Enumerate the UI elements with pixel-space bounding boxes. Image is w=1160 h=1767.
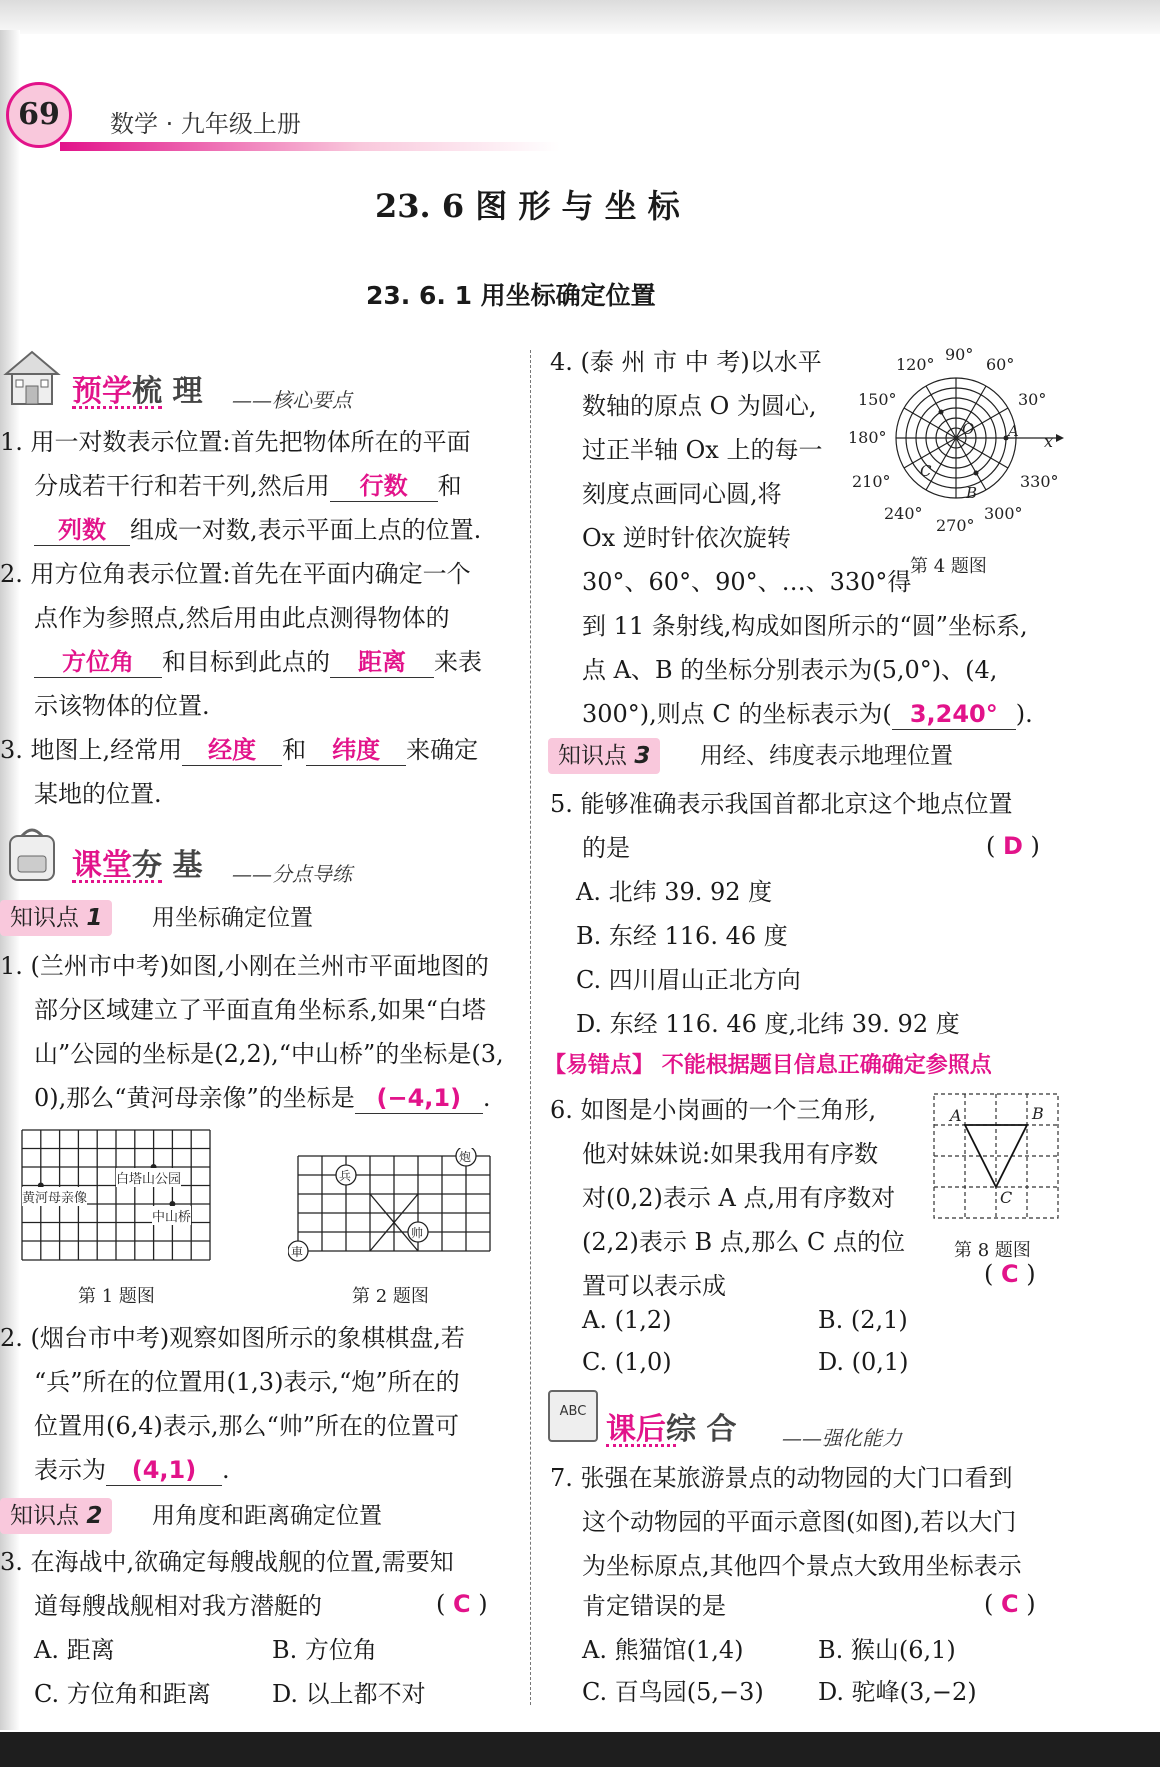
top-shadow bbox=[0, 0, 1160, 34]
question-5-option-c: C. 四川眉山正北方向 bbox=[576, 966, 801, 994]
figure-1-caption: 第 1 题图 bbox=[78, 1286, 155, 1307]
question-6-line-1: 6. 如图是小岗画的一个三角形, bbox=[550, 1096, 877, 1124]
title-dots bbox=[606, 1444, 676, 1447]
error-note: 【易错点】 不能根据题目信息正确确定参照点 bbox=[544, 1053, 992, 1078]
map-label-zhongshanqiao: 中山桥 bbox=[152, 1206, 191, 1225]
answer-blank: 方位角 bbox=[34, 647, 162, 678]
section-classroom-subtitle: ——分点导练 bbox=[232, 862, 352, 886]
polar-angle-330: 330° bbox=[1020, 472, 1059, 491]
figure-8-caption: 第 8 题图 bbox=[954, 1240, 1031, 1261]
figure-4-caption: 第 4 题图 bbox=[910, 556, 987, 577]
answer-blank: 3,240° bbox=[892, 699, 1016, 730]
question-1-line-3: 山”公园的坐标是(2,2),“中山桥”的坐标是(3, bbox=[34, 1040, 504, 1068]
bottom-bar bbox=[0, 1732, 1160, 1767]
question-4-line-2: 数轴的原点 O 为圆心, bbox=[582, 392, 817, 420]
answer-blank: 经度 bbox=[182, 735, 282, 766]
question-6-option-b: B. (2,1) bbox=[818, 1306, 908, 1334]
question-6-line-5: 置可以表示成 bbox=[582, 1272, 726, 1300]
preview-item-2-line-2: 点作为参照点,然后用由此点测得物体的 bbox=[34, 604, 450, 632]
question-7-option-d: D. 驼峰(3,−2) bbox=[818, 1678, 977, 1706]
knowledge-point-title: 用经、纬度表示地理位置 bbox=[700, 743, 953, 769]
question-5-line-2: 的是 bbox=[582, 834, 630, 862]
column-divider bbox=[530, 350, 531, 1705]
abc-book-icon: ABC bbox=[548, 1390, 598, 1442]
polar-point-c: C bbox=[920, 462, 932, 480]
polar-angle-210: 210° bbox=[852, 472, 891, 491]
question-2-line-2: “兵”所在的位置用(1,3)表示,“炮”所在的 bbox=[34, 1368, 460, 1396]
preview-item-1-line-1: 1. 用一对数表示位置:首先把物体所在的平面 bbox=[0, 428, 471, 456]
section-preview-title: 预学梳 理 bbox=[72, 374, 203, 409]
question-7-line-4: 肯定错误的是 bbox=[582, 1592, 726, 1620]
polar-x-label: x bbox=[1044, 432, 1054, 451]
title-dots bbox=[72, 880, 162, 883]
question-4-line-6: 30°、60°、90°、…、330°得 bbox=[582, 568, 912, 596]
polar-angle-60: 60° bbox=[986, 355, 1015, 374]
polar-point-o: O bbox=[962, 420, 975, 438]
question-3-option-b: B. 方位角 bbox=[272, 1636, 377, 1664]
question-2-line-4: 表示为 (4,1) . bbox=[34, 1456, 230, 1484]
header-band bbox=[60, 142, 560, 151]
answer-blank: 距离 bbox=[330, 647, 434, 678]
polar-point-a: A bbox=[1008, 422, 1019, 440]
preview-item-1-line-3: 列数 组成一对数,表示平面上点的位置. bbox=[34, 514, 481, 546]
question-4-line-4: 刻度点画同心圆,将 bbox=[582, 480, 782, 508]
question-6-line-2: 他对妹妹说:如果我用有序数 bbox=[582, 1140, 879, 1168]
figure-2-caption: 第 2 题图 bbox=[352, 1286, 429, 1307]
question-5-option-d: D. 东经 116. 46 度,北纬 39. 92 度 bbox=[576, 1010, 960, 1038]
polar-point-b: B bbox=[966, 484, 978, 502]
question-7-option-c: C. 百鸟园(5,−3) bbox=[582, 1678, 764, 1706]
triangle-point-c: C bbox=[1000, 1188, 1013, 1207]
answer-blank: 行数 bbox=[330, 471, 438, 502]
question-3-line-1: 3. 在海战中,欲确定每艘战舰的位置,需要知 bbox=[0, 1548, 454, 1576]
question-5-answer: ( D ) bbox=[986, 832, 1040, 860]
question-3-line-2: 道每艘战舰相对我方潜艇的 bbox=[34, 1592, 322, 1620]
knowledge-point-badge: 知识点 1 bbox=[0, 900, 112, 936]
question-1-line-4: 0),那么“黄河母亲像”的坐标是 (−4,1) . bbox=[34, 1084, 491, 1112]
question-7-answer: ( C ) bbox=[984, 1590, 1036, 1618]
triangle-point-a: A bbox=[950, 1106, 962, 1125]
question-4-line-8: 点 A、B 的坐标分别表示为(5,0°)、(4, bbox=[582, 656, 998, 684]
answer-blank: (4,1) bbox=[106, 1455, 222, 1486]
question-1-line-1: 1. (兰州市中考)如图,小刚在兰州市平面地图的 bbox=[0, 952, 489, 980]
question-5-option-a: A. 北纬 39. 92 度 bbox=[576, 878, 773, 906]
question-6-line-4: (2,2)表示 B 点,那么 C 点的位 bbox=[582, 1228, 906, 1256]
polar-angle-90: 90° bbox=[945, 345, 974, 364]
preview-item-3-line-1: 3. 地图上,经常用 经度 和 纬度 来确定 bbox=[0, 736, 479, 764]
chess-piece-shuai: 帅 bbox=[411, 1226, 424, 1240]
question-7-line-1: 7. 张强在某旅游景点的动物园的大门口看到 bbox=[550, 1464, 1013, 1492]
question-4-line-9: 300°),则点 C 的坐标表示为( 3,240° ). bbox=[582, 700, 1033, 728]
schoolbag-icon bbox=[2, 822, 62, 884]
section-subtitle: 23. 6. 1 用坐标确定位置 bbox=[366, 281, 656, 310]
section-classroom-title: 课堂夯 基 bbox=[72, 848, 203, 883]
question-7-line-3: 为坐标原点,其他四个景点大致用坐标表示 bbox=[582, 1552, 1022, 1580]
question-6-line-3: 对(0,2)表示 A 点,用有序数对 bbox=[582, 1184, 896, 1212]
book-title: 数学 · 九年级上册 bbox=[110, 110, 301, 138]
chapter-title: 23. 6 图 形 与 坐 标 bbox=[375, 187, 680, 225]
page-number: 69 bbox=[6, 82, 72, 148]
chess-piece-bing: 兵 bbox=[339, 1169, 352, 1183]
question-4-line-5: Ox 逆时针依次旋转 bbox=[582, 524, 791, 552]
knowledge-point-badge: 知识点 2 bbox=[0, 1498, 112, 1534]
polar-angle-180: 180° bbox=[848, 428, 887, 447]
chess-piece-pao: 炮 bbox=[459, 1150, 472, 1164]
title-dots bbox=[72, 406, 162, 409]
question-7-option-b: B. 猴山(6,1) bbox=[818, 1636, 956, 1664]
question-7-line-2: 这个动物园的平面示意图(如图),若以大门 bbox=[582, 1508, 1017, 1536]
polar-angle-240: 240° bbox=[884, 504, 923, 523]
preview-item-1-line-2: 分成若干行和若干列,然后用 行数 和 bbox=[34, 472, 462, 500]
question-4-line-1: 4. (泰 州 市 中 考)以水平 bbox=[550, 348, 822, 376]
question-2-line-3: 位置用(6,4)表示,那么“帅”所在的位置可 bbox=[34, 1412, 460, 1440]
knowledge-point-title: 用坐标确定位置 bbox=[152, 905, 313, 931]
question-6-answer: ( C ) bbox=[984, 1260, 1036, 1288]
answer-blank: 纬度 bbox=[306, 735, 406, 766]
map-label-baitashan: 白塔山公园 bbox=[116, 1168, 181, 1187]
question-5-line-1: 5. 能够准确表示我国首都北京这个地点位置 bbox=[550, 790, 1013, 818]
polar-angle-120: 120° bbox=[896, 355, 935, 374]
question-3-answer: ( C ) bbox=[436, 1590, 488, 1618]
question-4-line-7: 到 11 条射线,构成如图所示的“圆”坐标系, bbox=[582, 612, 1028, 640]
preview-item-2-line-1: 2. 用方位角表示位置:首先在平面内确定一个 bbox=[0, 560, 471, 588]
chess-piece-ju: 車 bbox=[291, 1245, 304, 1259]
question-6-option-c: C. (1,0) bbox=[582, 1348, 672, 1376]
knowledge-point-badge: 知识点 3 bbox=[548, 738, 660, 774]
question-4-line-3: 过正半轴 Ox 上的每一 bbox=[582, 436, 823, 464]
triangle-point-b: B bbox=[1032, 1104, 1044, 1123]
polar-angle-150: 150° bbox=[858, 390, 897, 409]
polar-angle-30: 30° bbox=[1018, 390, 1047, 409]
question-6-option-a: A. (1,2) bbox=[582, 1306, 672, 1334]
section-after-subtitle: ——强化能力 bbox=[782, 1426, 902, 1450]
house-icon bbox=[2, 348, 62, 410]
question-2-line-1: 2. (烟台市中考)观察如图所示的象棋棋盘,若 bbox=[0, 1324, 465, 1352]
question-7-option-a: A. 熊猫馆(1,4) bbox=[582, 1636, 744, 1664]
map-label-huanghe: 黄河母亲像 bbox=[22, 1187, 87, 1206]
polar-angle-270: 270° bbox=[936, 516, 975, 535]
answer-blank: 列数 bbox=[34, 515, 130, 546]
question-5-option-b: B. 东经 116. 46 度 bbox=[576, 922, 788, 950]
question-3-option-c: C. 方位角和距离 bbox=[34, 1680, 211, 1708]
preview-item-3-line-2: 某地的位置. bbox=[34, 780, 162, 808]
section-preview-subtitle: ——核心要点 bbox=[232, 388, 352, 412]
section-after-title: 课后综 合 bbox=[606, 1412, 737, 1447]
preview-item-2-line-3: 方位角 和目标到此点的 距离 来表 bbox=[34, 646, 482, 678]
question-3-option-d: D. 以上都不对 bbox=[272, 1680, 426, 1708]
polar-angle-300: 300° bbox=[984, 504, 1023, 523]
knowledge-point-title: 用角度和距离确定位置 bbox=[152, 1503, 382, 1529]
question-1-line-2: 部分区域建立了平面直角坐标系,如果“白塔 bbox=[34, 996, 486, 1024]
question-3-option-a: A. 距离 bbox=[34, 1636, 115, 1664]
answer-blank: (−4,1) bbox=[355, 1083, 483, 1114]
figure-2-chess-board bbox=[288, 1148, 494, 1268]
question-6-option-d: D. (0,1) bbox=[818, 1348, 909, 1376]
preview-item-2-line-4: 示该物体的位置. bbox=[34, 692, 210, 720]
